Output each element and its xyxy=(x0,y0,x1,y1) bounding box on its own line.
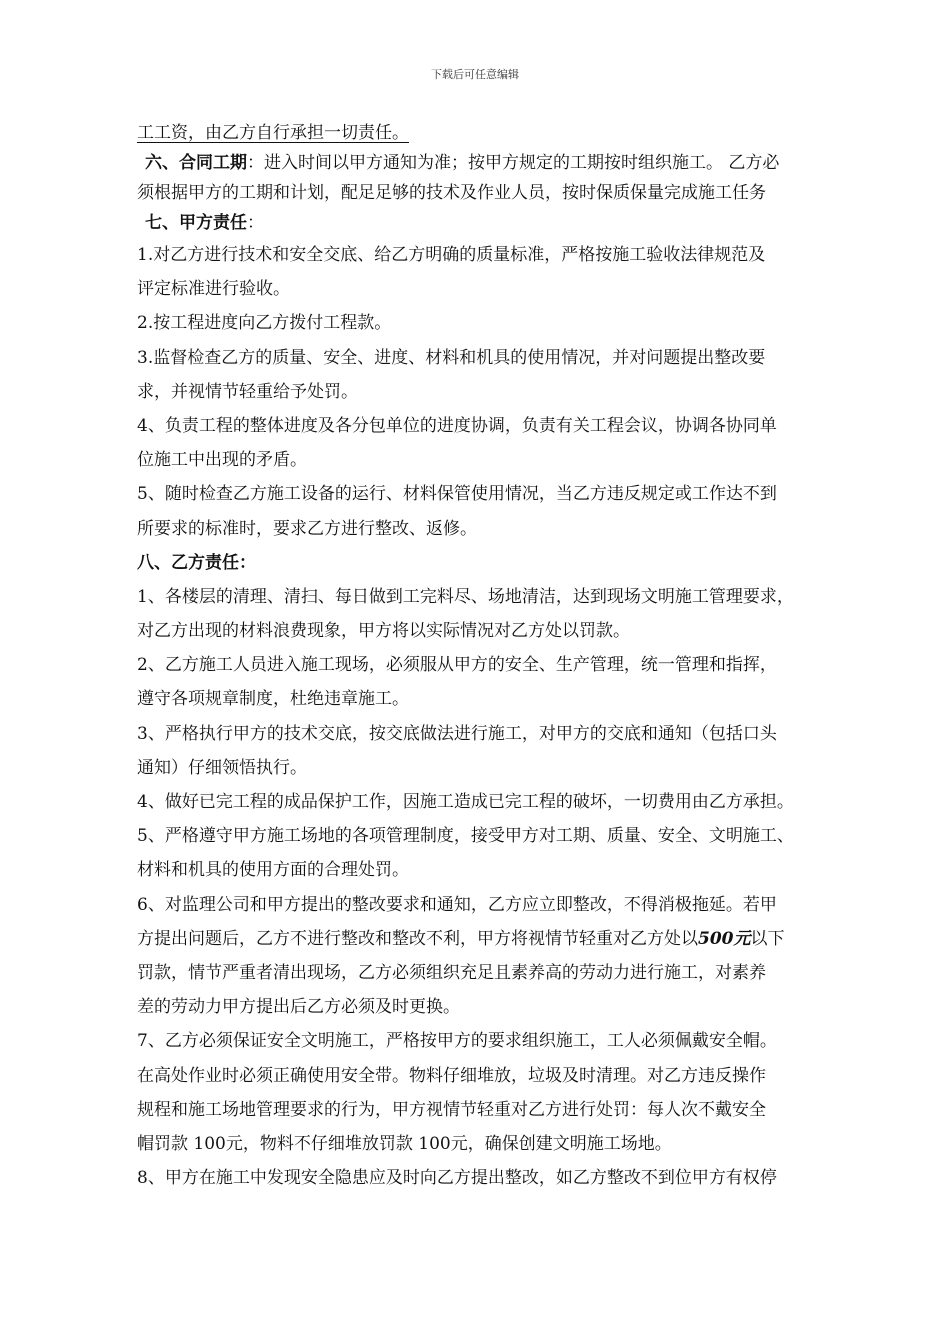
text-line: 7、乙方必须保证安全文明施工，严格按甲方的要求组织施工，工人必须佩戴安全帽。 xyxy=(137,1031,777,1052)
text-line: 评定标准进行验收。 xyxy=(137,279,290,300)
text-line: 遵守各项规章制度，杜绝违章施工。 xyxy=(137,689,409,710)
text-line: 对乙方出现的材料浪费现象，甲方将以实际情况对乙方处以罚款。 xyxy=(137,621,630,642)
text-line: 须根据甲方的工期和计划，配足足够的技术及作业人员，按时保质保量完成施工任务 xyxy=(137,183,766,203)
section-heading-seven: 七、甲方责任 xyxy=(145,213,247,233)
text-line: 5、严格遵守甲方施工场地的各项管理制度，接受甲方对工期、质量、安全、文明施工、 xyxy=(137,826,794,847)
text-line: 2、乙方施工人员进入施工现场，必须服从甲方的安全、生产管理，统一管理和指挥， xyxy=(137,655,777,676)
text-line: 6、对监理公司和甲方提出的整改要求和通知，乙方应立即整改，不得消极拖延。若甲 xyxy=(137,894,777,915)
fine-amount: 500元 xyxy=(698,928,751,949)
text-line: 位施工中出现的矛盾。 xyxy=(137,450,307,471)
text-span: 方提出问题后，乙方不进行整改和整改不利，甲方将视情节轻重对乙方处以 xyxy=(137,928,698,949)
text-line: 帽罚款 100元，物料不仔细堆放罚款 100元，确保创建文明施工场地。 xyxy=(137,1133,672,1154)
page-header: 下载后可任意编辑 xyxy=(431,68,519,81)
text-line: 在高处作业时必须正确使用安全带。物料仔细堆放，垃圾及时清理。对乙方违反操作 xyxy=(137,1065,766,1086)
text-line: 2.按工程进度向乙方拨付工程款。 xyxy=(137,313,392,334)
text-line: 1、各楼层的清理、清扫、每日做到工完料尽、场地清洁，达到现场文明施工管理要求， xyxy=(137,586,794,607)
text-span: 以下 xyxy=(750,928,785,949)
section-heading-six: 六、合同工期 xyxy=(145,153,247,173)
text-line: 3.监督检查乙方的质量、安全、进度、材料和机具的使用情况，并对问题提出整改要 xyxy=(137,347,766,368)
text-line: 差的劳动力甲方提出后乙方必须及时更换。 xyxy=(137,997,460,1018)
text-line: 所要求的标准时，要求乙方进行整改、返修。 xyxy=(137,518,477,539)
text-line xyxy=(137,118,877,148)
text-span: ：进入时间以甲方通知为准；按甲方规定的工期按时组织施工。 乙方必 xyxy=(247,153,780,173)
text-line: 4、做好已完工程的成品保护工作，因施工造成已完工程的破坏，一切费用由乙方承担。 xyxy=(137,792,794,812)
text-line: 求，并视情节轻重给予处罚。 xyxy=(137,381,358,402)
text-line: 通知）仔细领悟执行。 xyxy=(137,757,307,778)
text-line: 8、甲方在施工中发现安全隐患应及时向乙方提出整改，如乙方整改不到位甲方有权停 xyxy=(137,1168,777,1189)
text-line: 罚款，情节严重者清出现场，乙方必须组织充足且素养高的劳动力进行施工，对素养 xyxy=(137,962,766,983)
text-line: 规程和施工场地管理要求的行为，甲方视情节轻重对乙方进行处罚：每人次不戴安全 xyxy=(137,1099,766,1120)
underlined-text: 工工资，由乙方自行承担一切责任。 xyxy=(137,123,409,143)
section-heading-eight: 八、乙方责任： xyxy=(137,552,256,573)
section-seven-line xyxy=(137,208,877,238)
text-line xyxy=(137,922,877,956)
document-body xyxy=(137,118,877,1195)
text-span: ： xyxy=(247,213,264,233)
text-line: 3、严格执行甲方的技术交底，按交底做法进行施工，对甲方的交底和通知（包括口头 xyxy=(137,723,777,744)
text-line: 4、负责工程的整体进度及各分包单位的进度协调，负责有关工程会议，协调各协同单 xyxy=(137,415,777,436)
text-line: 1.对乙方进行技术和安全交底、给乙方明确的质量标准，严格按施工验收法律规范及 xyxy=(137,245,766,265)
text-line: 材料和机具的使用方面的合理处罚。 xyxy=(137,860,409,881)
section-six-line xyxy=(137,148,877,178)
text-line: 5、随时检查乙方施工设备的运行、材料保管使用情况，当乙方违反规定或工作达不到 xyxy=(137,484,777,505)
